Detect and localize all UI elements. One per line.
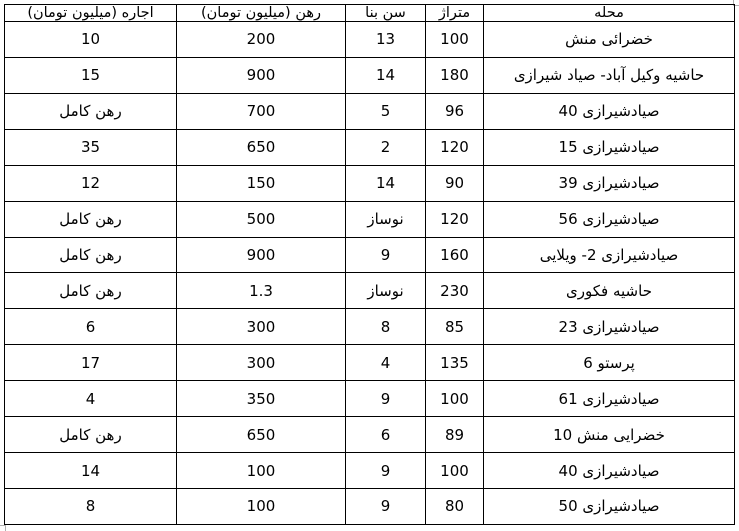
cell-deposit: 300 (177, 345, 346, 381)
table-row (5, 93, 735, 129)
table-row (5, 453, 735, 489)
cell-rent: 6 (5, 309, 177, 345)
cell-age: 8 (346, 309, 426, 345)
table-row (5, 381, 735, 417)
cell-deposit: 650 (177, 417, 346, 453)
cell-area: صیادشیرازی 15 (484, 129, 735, 165)
cell-size: 180 (426, 57, 484, 93)
cell-age: 13 (346, 22, 426, 58)
cell-size: 135 (426, 345, 484, 381)
cell-deposit: 650 (177, 129, 346, 165)
table-row (5, 22, 735, 58)
cell-age: 14 (346, 57, 426, 93)
header-area: محله (484, 5, 735, 22)
cell-size: 120 (426, 201, 484, 237)
cell-size: 100 (426, 453, 484, 489)
cell-deposit: 150 (177, 165, 346, 201)
cell-rent: رهن کامل (5, 273, 177, 309)
cell-size: 96 (426, 93, 484, 129)
cell-size: 89 (426, 417, 484, 453)
cell-deposit: 900 (177, 237, 346, 273)
cell-rent: 4 (5, 381, 177, 417)
cell-rent: 10 (5, 22, 177, 58)
cell-age: 2 (346, 129, 426, 165)
cell-size: 80 (426, 488, 484, 524)
cell-deposit: 900 (177, 57, 346, 93)
table-row (5, 129, 735, 165)
cell-size: 160 (426, 237, 484, 273)
cell-area: صیادشیرازی 40 (484, 93, 735, 129)
cell-rent: 35 (5, 129, 177, 165)
cell-size: 120 (426, 129, 484, 165)
cell-area: صیادشیرازی 23 (484, 309, 735, 345)
cell-age: 9 (346, 488, 426, 524)
cell-deposit: 100 (177, 488, 346, 524)
cell-rent: رهن کامل (5, 93, 177, 129)
cell-rent: رهن کامل (5, 417, 177, 453)
cell-deposit: 1.3 (177, 273, 346, 309)
cell-deposit: 100 (177, 453, 346, 489)
cell-size: 230 (426, 273, 484, 309)
cell-rent: 17 (5, 345, 177, 381)
header-size: متراژ (426, 5, 484, 22)
cell-area: پرستو 6 (484, 345, 735, 381)
table-row (5, 488, 735, 524)
cell-size: 85 (426, 309, 484, 345)
cell-area: صیادشیرازی 56 (484, 201, 735, 237)
header-deposit: رهن (میلیون تومان) (177, 5, 346, 22)
page-corner-mark (0, 525, 6, 531)
cell-age: نوساز (346, 273, 426, 309)
cell-area: خضرائی منش (484, 22, 735, 58)
table-row (5, 165, 735, 201)
cell-size: 100 (426, 22, 484, 58)
cell-age: 4 (346, 345, 426, 381)
table-row (5, 57, 735, 93)
cell-deposit: 350 (177, 381, 346, 417)
cell-age: 6 (346, 417, 426, 453)
cell-area: حاشیه وکیل آباد- صیاد شیرازی (484, 57, 735, 93)
header-age: سن بنا (346, 5, 426, 22)
table-row (5, 273, 735, 309)
cell-rent: 8 (5, 488, 177, 524)
cell-deposit: 200 (177, 22, 346, 58)
cell-rent: 15 (5, 57, 177, 93)
table-row (5, 345, 735, 381)
cell-area: صیادشیرازی 2- ویلایی (484, 237, 735, 273)
cell-area: خضرایی منش 10 (484, 417, 735, 453)
cell-rent: 12 (5, 165, 177, 201)
header-rent: اجاره (میلیون تومان) (5, 5, 177, 22)
cell-age: 14 (346, 165, 426, 201)
cell-rent: رهن کامل (5, 237, 177, 273)
cell-size: 100 (426, 381, 484, 417)
cell-area: حاشیه فکوری (484, 273, 735, 309)
cell-deposit: 500 (177, 201, 346, 237)
cell-deposit: 700 (177, 93, 346, 129)
cell-area: صیادشیرازی 50 (484, 488, 735, 524)
cell-area: صیادشیرازی 39 (484, 165, 735, 201)
cell-deposit: 300 (177, 309, 346, 345)
rental-listings-table (4, 4, 735, 525)
cell-age: 9 (346, 237, 426, 273)
table-row (5, 417, 735, 453)
cell-area: صیادشیرازی 61 (484, 381, 735, 417)
table-row (5, 309, 735, 345)
cell-area: صیادشیرازی 40 (484, 453, 735, 489)
cell-age: نوساز (346, 201, 426, 237)
cell-age: 9 (346, 453, 426, 489)
table-row (5, 201, 735, 237)
table-row (5, 237, 735, 273)
header-row (5, 5, 735, 22)
cell-rent: 14 (5, 453, 177, 489)
cell-age: 5 (346, 93, 426, 129)
cell-size: 90 (426, 165, 484, 201)
cell-age: 9 (346, 381, 426, 417)
cell-rent: رهن کامل (5, 201, 177, 237)
